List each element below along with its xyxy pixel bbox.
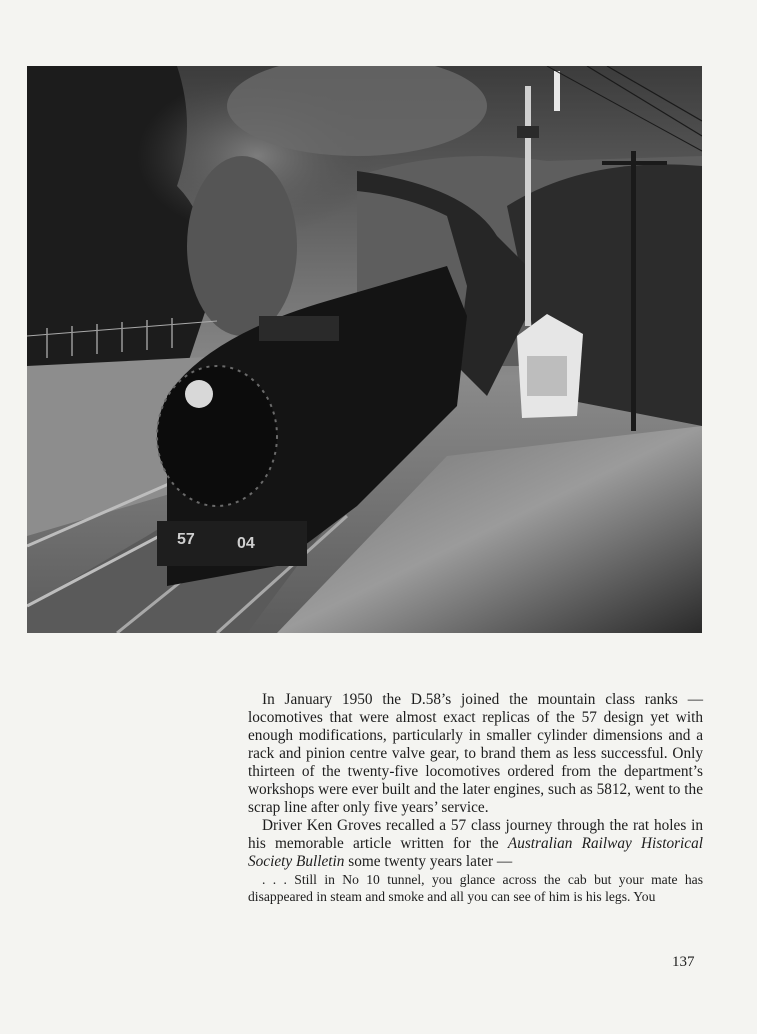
article-text [248, 691, 703, 905]
page-number: 137 [672, 954, 695, 970]
paragraph-text: some twenty years later — [344, 853, 513, 870]
block-quote: . . . Still in No 10 tunnel, you glance across the cab but your mate has disappeared in steam and smoke and all you can see of him is his legs. You [248, 872, 703, 904]
locomotive-photograph [27, 66, 702, 633]
locomotive-number-left: 57 [177, 531, 195, 548]
article-paragraph [248, 817, 703, 871]
article-paragraph: In January 1950 the D.58’s joined the mountain class ranks — locomotives that were almost exact replicas of the 57 design yet with enough modifications, particularly in smaller cylinder dimensions and a rack and pinion centre valve gear, to brand them as less successful. Only thirteen of the twenty-five locomotives ordered from the department’s workshops were ever built and the later engines, such as 5812, went to the scrap line after only five years’ service. [248, 691, 703, 816]
paragraph-text: Driver Ken Groves recalled a 57 class journey through the rat holes in his memorable article written for the [248, 817, 703, 852]
publication-title: Australian Railway Historical Society Bulletin [248, 835, 704, 870]
locomotive-number-right: 04 [237, 535, 255, 552]
locomotive-photo-illustration [27, 66, 702, 633]
